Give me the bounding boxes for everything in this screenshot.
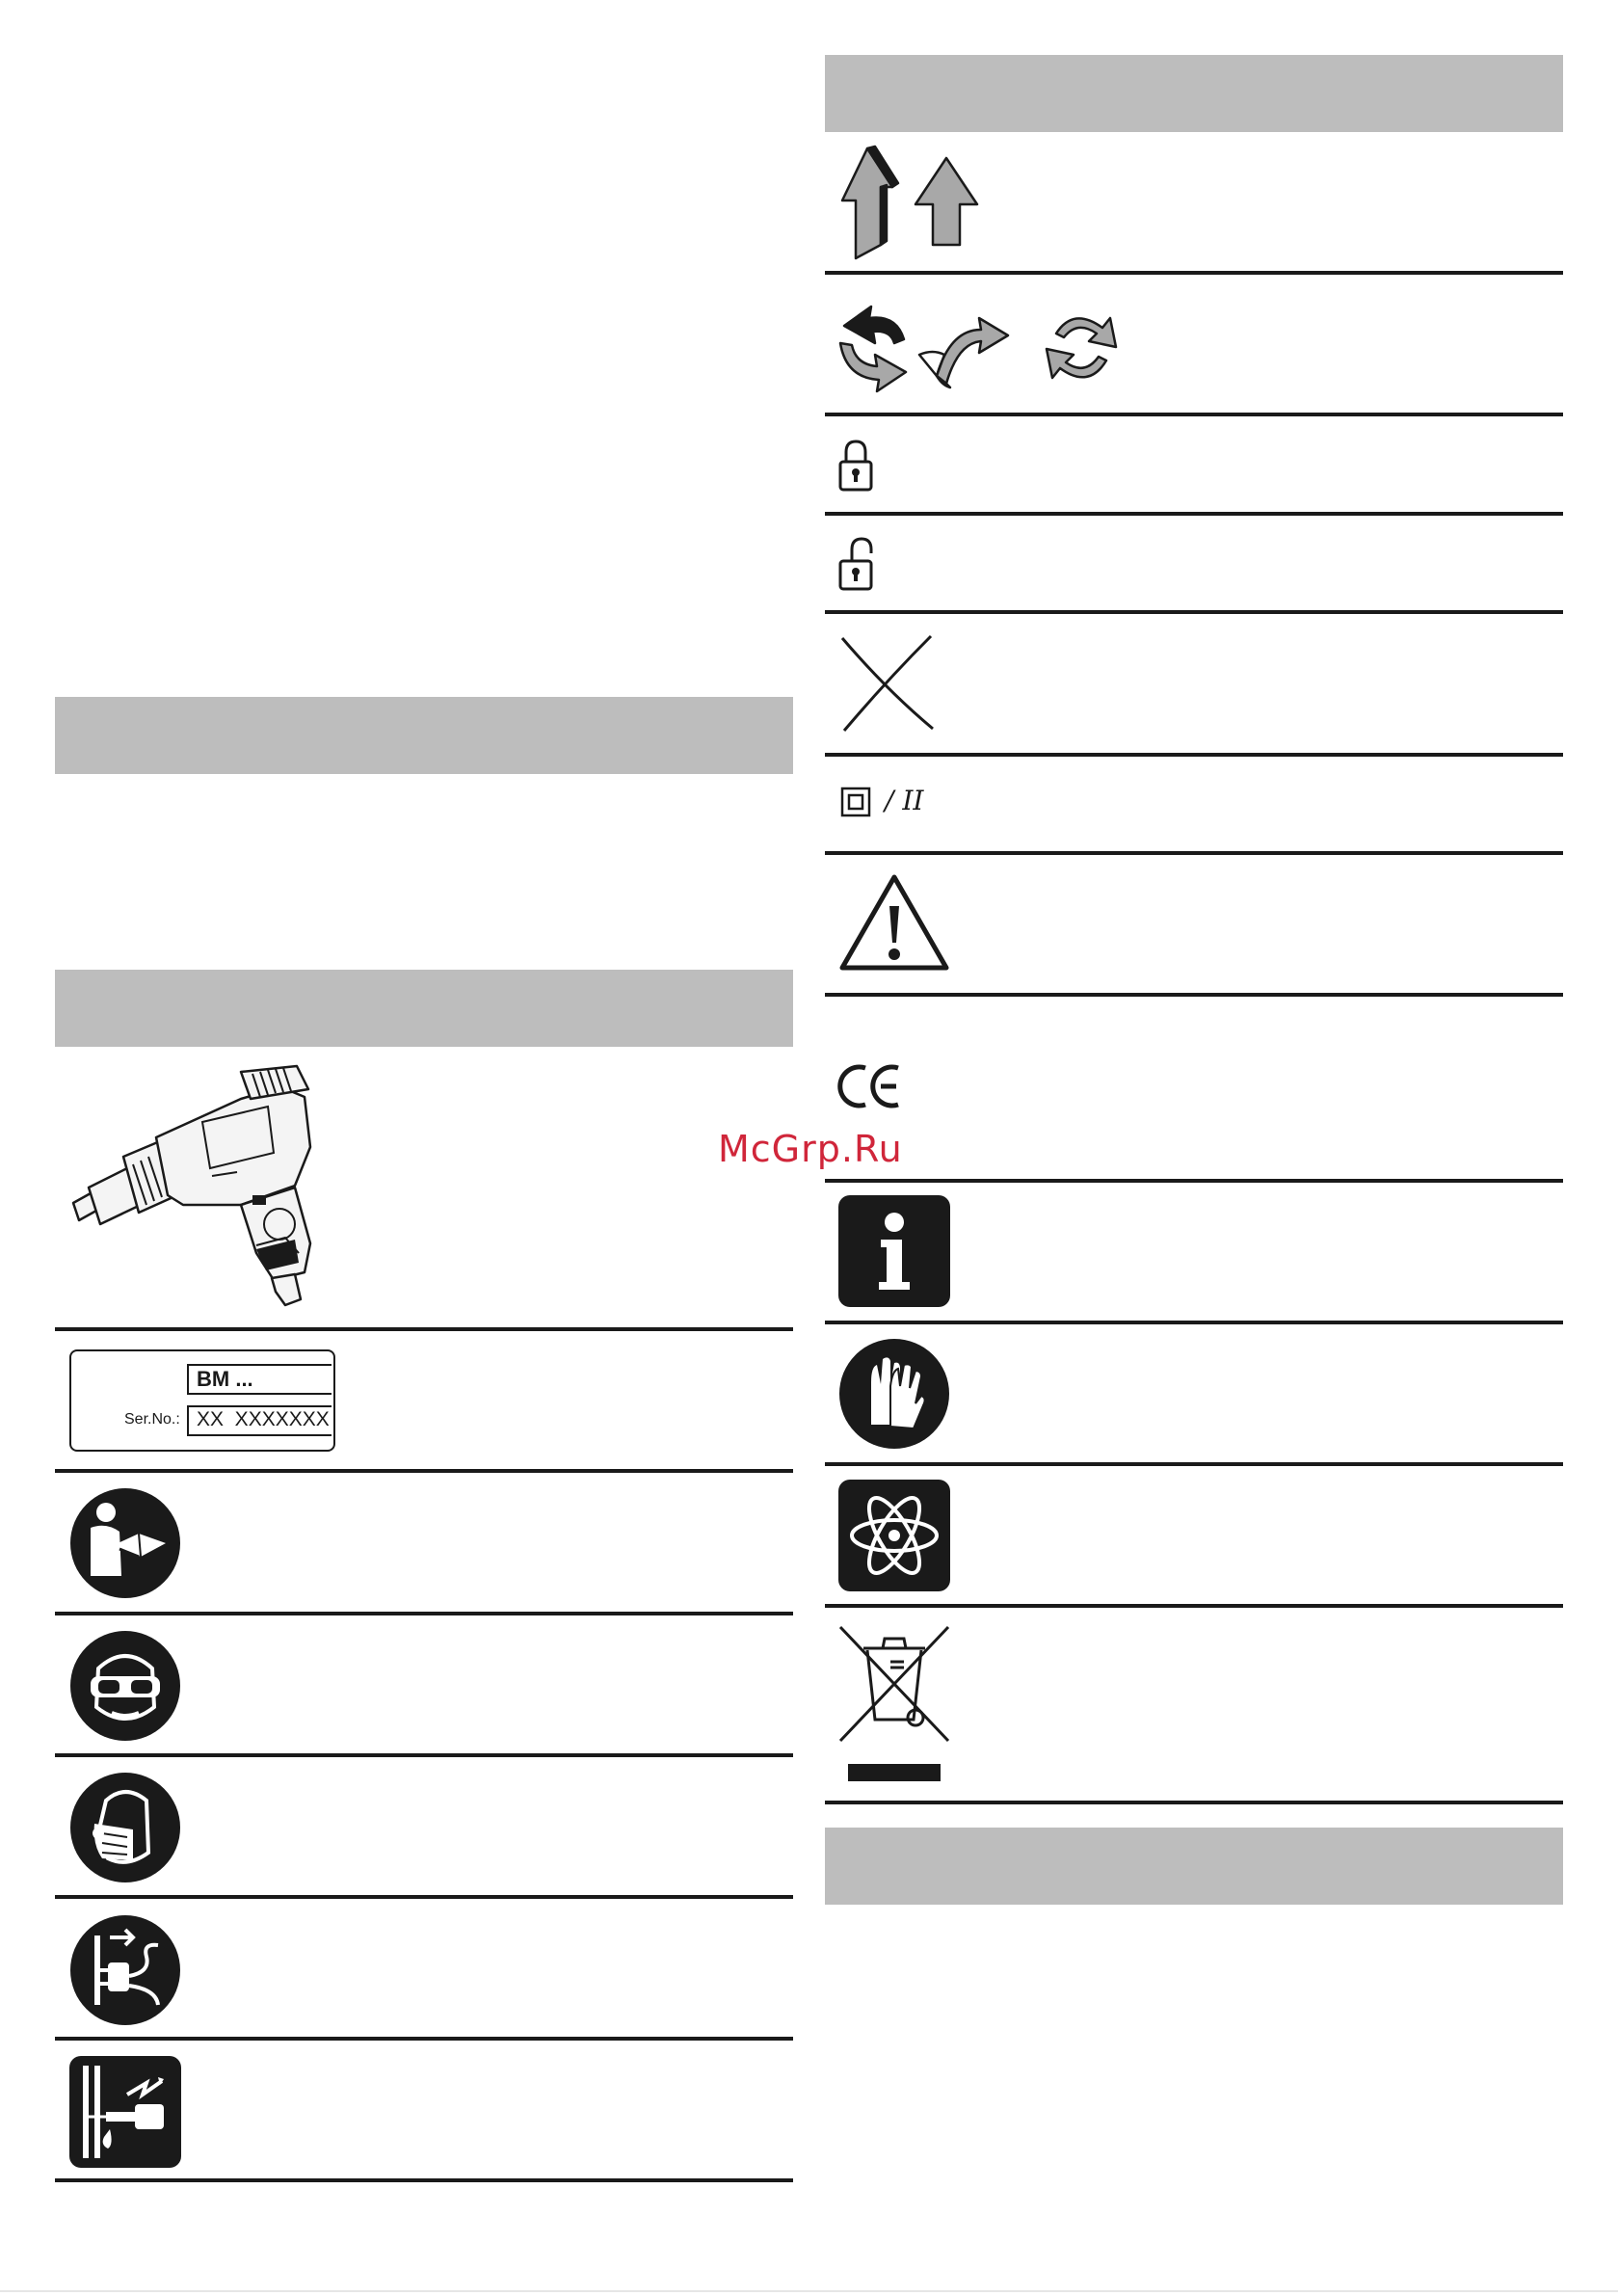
divider [825, 610, 1563, 614]
page-bottom-edge [0, 2290, 1618, 2292]
divider [55, 2178, 793, 2182]
divider [825, 271, 1563, 275]
section-header-left-2 [55, 970, 793, 1047]
dust-mask-icon [69, 1772, 181, 1883]
section-header-right-1 [825, 55, 1563, 132]
cross-icon [838, 632, 937, 733]
lock-open-icon [838, 536, 877, 592]
divider [55, 2037, 793, 2041]
ce-mark-icon [836, 1062, 904, 1110]
nameplate-model-box [187, 1364, 332, 1395]
divider [825, 1462, 1563, 1466]
protection-class-ii-icon [840, 787, 871, 817]
divider [825, 1801, 1563, 1804]
hidden-wiring-icon [69, 2056, 181, 2168]
divider [55, 1327, 793, 1331]
gloves-icon [838, 1338, 950, 1450]
divider [825, 753, 1563, 757]
divider [55, 1895, 793, 1899]
info-icon [838, 1195, 950, 1307]
power-drill-illustration [67, 1060, 337, 1316]
divider [825, 413, 1563, 416]
divider [825, 512, 1563, 516]
upward-arrows-icon [838, 145, 1002, 260]
nameplate-serial-value: XX XXXXXXX [197, 1408, 330, 1430]
divider [825, 1321, 1563, 1324]
divider [825, 1179, 1563, 1183]
divider [825, 993, 1563, 997]
eye-protection-icon [69, 1630, 181, 1742]
atom-icon [838, 1480, 950, 1591]
protection-class-label: / II [885, 785, 924, 816]
section-header-left-1 [55, 697, 793, 774]
nameplate-serial-label: Ser.No.: [124, 1411, 180, 1428]
nameplate-serial-box [187, 1405, 332, 1436]
section-header-right-2 [825, 1828, 1563, 1905]
divider [55, 1469, 793, 1473]
unplug-icon [69, 1914, 181, 2026]
lock-closed-icon [838, 439, 873, 493]
watermark: McGrp.Ru [718, 1128, 903, 1170]
rotation-direction-icon [836, 301, 1135, 393]
divider [55, 1612, 793, 1615]
warning-triangle-icon [836, 871, 952, 974]
nameplate-model: BM ... [197, 1367, 253, 1391]
divider [825, 851, 1563, 855]
divider [825, 1604, 1563, 1608]
read-manual-icon [69, 1487, 181, 1599]
divider [55, 1753, 793, 1757]
weee-bin-icon [836, 1623, 952, 1785]
